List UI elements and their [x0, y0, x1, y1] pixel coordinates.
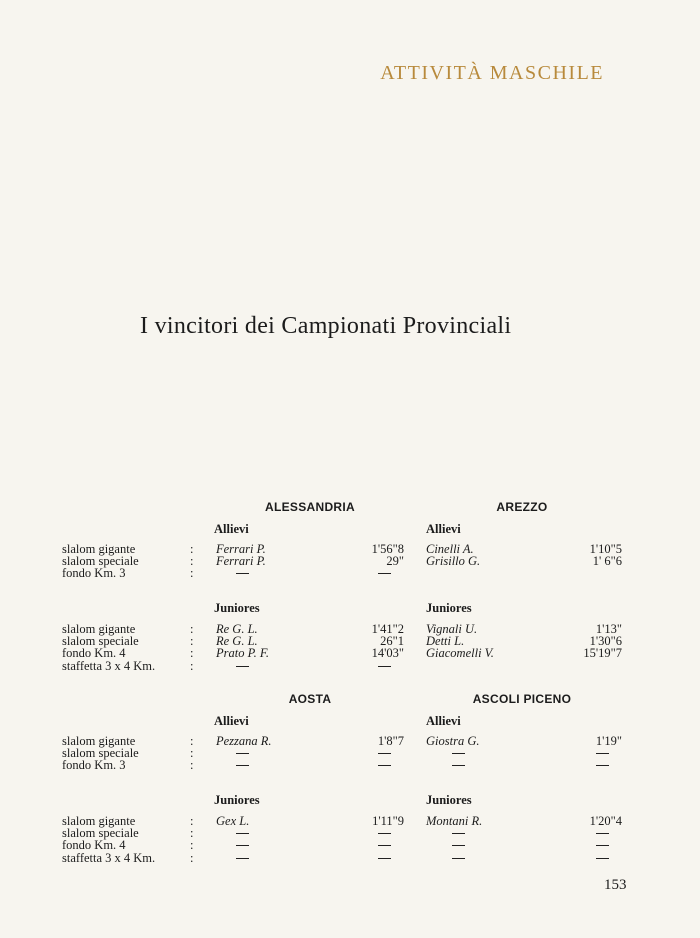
- result-dash: [452, 753, 465, 754]
- result-time: 1'13": [595, 622, 622, 636]
- athlete-name: Montani R.: [426, 814, 483, 828]
- time-dash: [596, 765, 609, 766]
- result-dash: [236, 845, 249, 846]
- result-dash: [236, 833, 249, 834]
- event-label: slalom gigante: [62, 814, 136, 828]
- event-label: slalom gigante: [62, 734, 136, 748]
- result-time: 1'8"7: [377, 734, 404, 748]
- athlete-name: Ferrari P.: [216, 554, 266, 569]
- page-number: 153: [604, 877, 627, 893]
- event-label: staffetta 3 x 4 Km.: [62, 850, 156, 865]
- athlete-name: Grisillo G.: [426, 554, 481, 569]
- time-dash: [378, 845, 391, 846]
- result-time: 1'30"6: [589, 634, 622, 649]
- result-time: 1'11"9: [372, 814, 404, 828]
- athlete-name: Ferrari P.: [216, 542, 266, 556]
- result-dash: [452, 765, 465, 766]
- time-dash: [378, 833, 391, 834]
- event-label: slalom speciale: [62, 634, 139, 649]
- time-dash: [596, 845, 609, 846]
- event-label: fondo Km. 4: [62, 838, 126, 853]
- category-heading: Juniores: [214, 793, 260, 807]
- athlete-name: Re G. L.: [216, 634, 258, 649]
- result-time: 29": [386, 554, 404, 569]
- athlete-name: Giostra G.: [426, 734, 480, 748]
- region-heading: ASCOLI PICENO: [472, 692, 572, 706]
- athlete-name: Giacomelli V.: [426, 646, 494, 661]
- athlete-name: Pezzana R.: [216, 734, 272, 748]
- colon: :: [190, 826, 194, 841]
- region-heading: ALESSANDRIA: [265, 500, 355, 514]
- result-time: 1' 6"6: [592, 554, 622, 569]
- time-dash: [378, 858, 391, 859]
- event-label: fondo Km. 4: [62, 646, 126, 661]
- colon: :: [190, 554, 194, 569]
- time-dash: [378, 753, 391, 754]
- category-heading: Allievi: [214, 522, 249, 536]
- result-time: 1'56"8: [371, 542, 404, 556]
- category-heading: Allievi: [426, 714, 461, 728]
- colon: :: [190, 658, 194, 673]
- event-label: fondo Km. 3: [62, 566, 126, 581]
- colon: :: [190, 850, 194, 865]
- result-time: 26"1: [380, 634, 404, 649]
- result-time: 1'20"4: [589, 814, 622, 828]
- colon: :: [190, 734, 194, 748]
- region-heading: AOSTA: [288, 692, 332, 706]
- colon: :: [190, 622, 194, 636]
- time-dash: [596, 858, 609, 859]
- result-dash: [236, 666, 249, 667]
- result-time: 1'10"5: [589, 542, 622, 556]
- time-dash: [596, 753, 609, 754]
- event-label: slalom speciale: [62, 826, 139, 841]
- result-time: 1'41"2: [371, 622, 404, 636]
- colon: :: [190, 634, 194, 649]
- event-label: slalom gigante: [62, 542, 136, 556]
- event-label: slalom speciale: [62, 746, 139, 761]
- time-dash: [596, 833, 609, 834]
- athlete-name: Gex L.: [216, 814, 250, 828]
- athlete-name: Re G. L.: [216, 622, 258, 636]
- event-label: slalom gigante: [62, 622, 136, 636]
- category-heading: Allievi: [426, 522, 461, 536]
- result-time: 1'19": [595, 734, 622, 748]
- event-label: staffetta 3 x 4 Km.: [62, 658, 156, 673]
- colon: :: [190, 838, 194, 853]
- result-time: 14'03": [371, 646, 404, 661]
- result-dash: [236, 858, 249, 859]
- colon: :: [190, 746, 194, 761]
- time-dash: [378, 765, 391, 766]
- colon: :: [190, 646, 194, 661]
- result-dash: [236, 573, 249, 574]
- colon: :: [190, 814, 194, 828]
- colon: :: [190, 542, 194, 556]
- region-heading: AREZZO: [496, 500, 548, 514]
- result-dash: [452, 858, 465, 859]
- result-dash: [236, 765, 249, 766]
- category-heading: Allievi: [214, 714, 249, 728]
- result-dash: [452, 845, 465, 846]
- category-heading: Juniores: [426, 601, 472, 615]
- time-dash: [378, 573, 391, 574]
- event-label: slalom speciale: [62, 554, 139, 569]
- athlete-name: Cinelli A.: [426, 542, 474, 556]
- section-header: ATTIVITÀ MASCHILE: [380, 62, 604, 84]
- result-time: 15'19"7: [583, 646, 622, 661]
- category-heading: Juniores: [426, 793, 472, 807]
- athlete-name: Detti L.: [426, 634, 465, 649]
- page-title: I vincitori dei Campionati Provinciali: [140, 313, 512, 339]
- result-dash: [236, 753, 249, 754]
- athlete-name: Vignali U.: [426, 622, 478, 636]
- result-dash: [452, 833, 465, 834]
- event-label: fondo Km. 3: [62, 758, 126, 773]
- time-dash: [378, 666, 391, 667]
- colon: :: [190, 758, 194, 773]
- colon: :: [190, 566, 194, 581]
- category-heading: Juniores: [214, 601, 260, 615]
- athlete-name: Prato P. F.: [216, 646, 270, 661]
